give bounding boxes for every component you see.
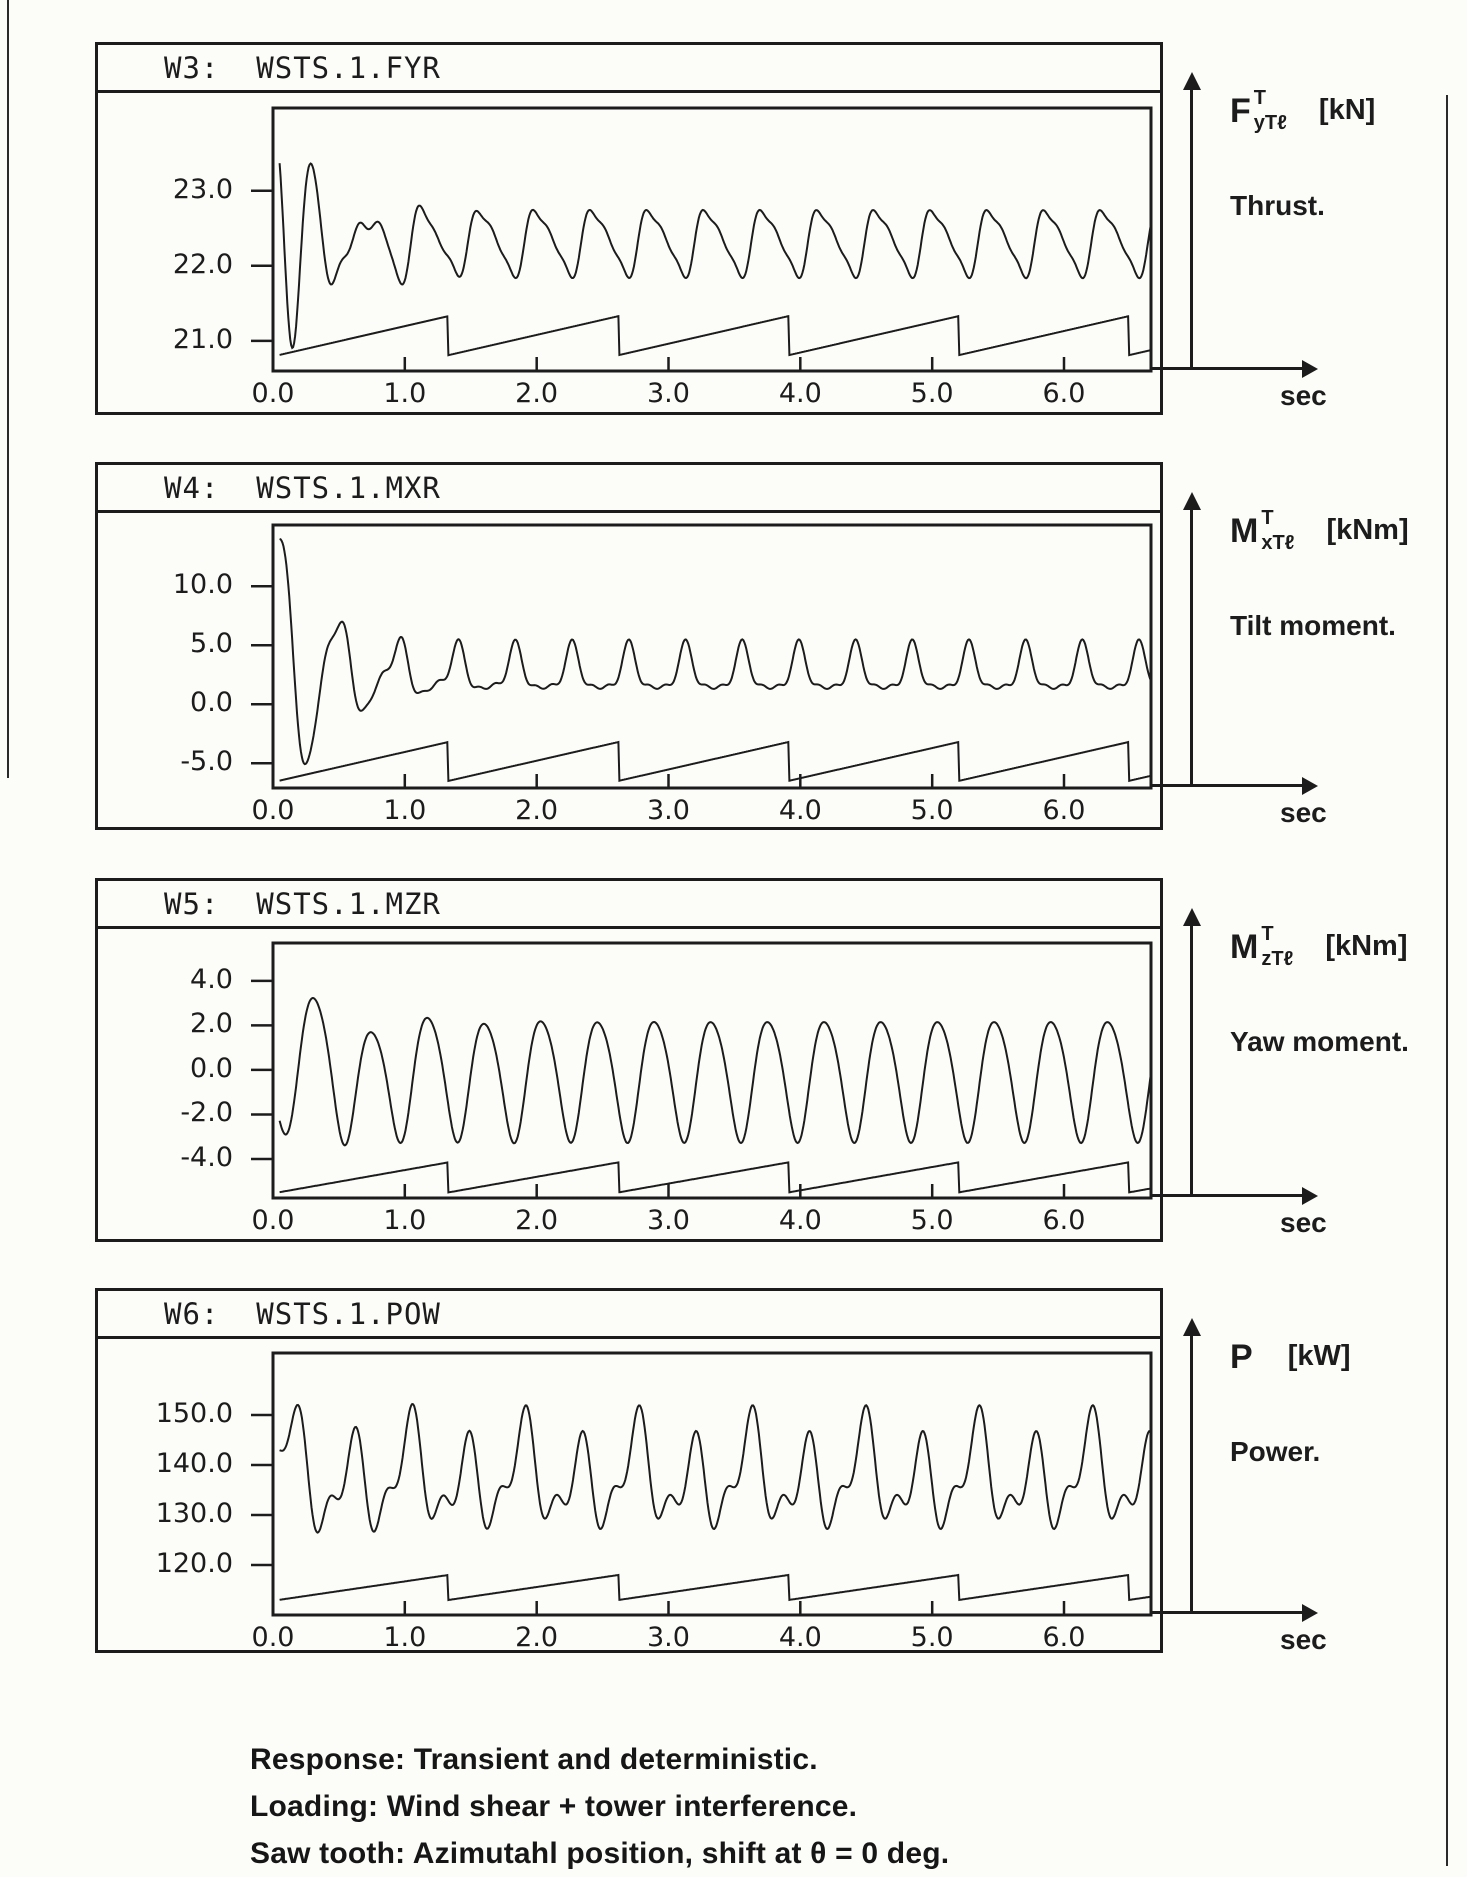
axis-symbol <box>1230 923 1408 970</box>
axis-description: Tilt moment. <box>1230 610 1396 641</box>
signal-trace <box>280 998 1151 1145</box>
axis-description: Thrust. <box>1230 190 1325 221</box>
x-tick-label: 0.0 <box>251 795 295 826</box>
symbol-subscript: zTℓ <box>1261 948 1294 970</box>
y-tick-label: -5.0 <box>180 746 233 778</box>
plot-panel-w5 <box>95 878 1163 1242</box>
plot-panel-w4 <box>95 462 1163 830</box>
arrow-right-icon <box>1302 1187 1318 1205</box>
x-tick-label: 6.0 <box>1042 1205 1086 1236</box>
y-tick-label: 5.0 <box>190 628 233 660</box>
x-tick-label: 3.0 <box>647 795 690 826</box>
x-tick-label: 4.0 <box>778 1205 822 1236</box>
x-tick-label: 0.0 <box>251 1205 295 1236</box>
x-tick-label: 3.0 <box>647 1622 690 1653</box>
axis-annotation-w6 <box>1140 1288 1465 1698</box>
arrow-up-icon <box>1183 908 1201 926</box>
x-tick-label: 5.0 <box>910 1622 954 1653</box>
azimuth-sawtooth-trace <box>280 742 1151 781</box>
caption-line-loading: Loading: Wind shear + tower interference. <box>250 1790 858 1823</box>
plot-canvas-w6 <box>273 1353 1151 1615</box>
plot-canvas-w4 <box>273 525 1151 788</box>
x-tick-label: 6.0 <box>1042 1622 1086 1653</box>
azimuth-sawtooth-trace <box>280 1575 1151 1600</box>
axis-annotation-w3 <box>1140 42 1465 460</box>
symbol-base: P <box>1230 1338 1253 1376</box>
symbol-scripts <box>1253 87 1287 134</box>
x-tick-label: 3.0 <box>647 378 690 409</box>
plot-frame <box>273 943 1151 1198</box>
x-tick-label: 2.0 <box>515 1205 559 1236</box>
signal-trace <box>280 163 1151 348</box>
axis-description: Power. <box>1230 1436 1321 1467</box>
symbol-base: M <box>1230 512 1259 550</box>
time-axis-unit: sec <box>1280 1624 1327 1655</box>
axis-unit: [kNm] <box>1325 930 1408 962</box>
symbol-base: M <box>1230 928 1259 966</box>
x-tick-label: 5.0 <box>910 378 954 409</box>
y-tick-label: 0.0 <box>190 687 233 719</box>
x-tick-label: 2.0 <box>515 378 559 409</box>
x-tick-label: 2.0 <box>515 795 559 826</box>
plot-title-text: W6: WSTS.1.POW <box>164 1296 441 1331</box>
azimuth-sawtooth-trace <box>280 316 1151 355</box>
plot-area-w5 <box>98 881 1160 1239</box>
y-axis-arrow <box>1190 924 1193 1195</box>
x-tick-label: 4.0 <box>778 795 822 826</box>
x-axis-arrow <box>1150 784 1302 787</box>
caption-line-sawtooth: Saw tooth: Azimutahl position, shift at θ = 0 deg. <box>250 1837 950 1870</box>
x-tick-label: 1.0 <box>383 1622 427 1653</box>
axis-unit: [kN] <box>1318 94 1376 126</box>
y-tick-label: 150.0 <box>155 1398 233 1429</box>
x-tick-label: 0.0 <box>251 1622 295 1653</box>
symbol-superscript: T <box>1253 87 1266 109</box>
y-tick-label: 140.0 <box>155 1448 233 1479</box>
arrow-right-icon <box>1302 777 1318 795</box>
y-tick-label: 2.0 <box>190 1008 233 1040</box>
axis-symbol <box>1230 1340 1351 1374</box>
y-tick-label: 4.0 <box>190 963 233 995</box>
x-tick-label: 6.0 <box>1042 795 1086 826</box>
x-axis-arrow <box>1150 1194 1302 1197</box>
y-tick-label: 10.0 <box>172 569 233 601</box>
y-axis-arrow <box>1190 88 1193 368</box>
axis-symbol <box>1230 507 1409 554</box>
y-tick-label: -2.0 <box>180 1097 233 1129</box>
y-tick-label: 120.0 <box>155 1548 233 1579</box>
plot-title-text: W4: WSTS.1.MXR <box>164 470 441 505</box>
time-axis-unit: sec <box>1280 797 1327 828</box>
x-tick-label: 0.0 <box>251 378 295 409</box>
x-tick-label: 4.0 <box>778 378 822 409</box>
y-tick-label: 130.0 <box>155 1498 233 1529</box>
signal-trace <box>280 1404 1151 1533</box>
symbol-scripts <box>1261 507 1295 554</box>
plot-panel-w6 <box>95 1288 1163 1653</box>
x-tick-label: 3.0 <box>647 1205 690 1236</box>
y-tick-label: 22.0 <box>172 248 233 280</box>
plot-frame <box>273 1353 1151 1615</box>
x-tick-label: 1.0 <box>383 1205 427 1236</box>
plot-canvas-w5 <box>273 943 1151 1198</box>
symbol-scripts <box>1261 923 1294 970</box>
x-tick-label: 2.0 <box>515 1622 559 1653</box>
x-axis-arrow <box>1150 367 1302 370</box>
symbol-subscript: yTℓ <box>1253 112 1287 134</box>
symbol-superscript: T <box>1261 923 1274 945</box>
symbol-superscript: T <box>1261 507 1274 529</box>
symbol-base: F <box>1230 92 1251 130</box>
figure-caption <box>250 1736 949 1877</box>
signal-trace <box>280 539 1151 764</box>
arrow-up-icon <box>1183 1318 1201 1336</box>
plot-area-w6 <box>98 1291 1160 1653</box>
time-axis-unit: sec <box>1280 380 1327 411</box>
plot-canvas-w3 <box>273 108 1151 371</box>
y-tick-label: 21.0 <box>172 323 233 355</box>
plot-area-w3 <box>98 45 1160 412</box>
x-tick-label: 4.0 <box>778 1622 822 1653</box>
symbol-subscript: xTℓ <box>1261 532 1295 554</box>
x-tick-label: 6.0 <box>1042 378 1086 409</box>
plot-panel-w3 <box>95 42 1163 415</box>
plot-title-text: W5: WSTS.1.MZR <box>164 886 441 921</box>
axis-annotation-w4 <box>1140 462 1465 875</box>
arrow-right-icon <box>1302 1604 1318 1622</box>
x-tick-label: 5.0 <box>910 795 954 826</box>
x-tick-label: 1.0 <box>383 378 427 409</box>
caption-line-response: Response: Transient and deterministic. <box>250 1743 818 1776</box>
x-tick-label: 1.0 <box>383 795 427 826</box>
plot-frame <box>273 108 1151 371</box>
arrow-right-icon <box>1302 360 1318 378</box>
axis-unit: [kW] <box>1287 1340 1351 1372</box>
azimuth-sawtooth-trace <box>280 1162 1151 1192</box>
page-border-left <box>7 0 9 778</box>
x-axis-arrow <box>1150 1611 1302 1614</box>
axis-symbol <box>1230 87 1376 134</box>
axis-unit: [kNm] <box>1326 514 1409 546</box>
y-tick-label: -4.0 <box>180 1142 233 1174</box>
arrow-up-icon <box>1183 72 1201 90</box>
axis-annotation-w5 <box>1140 878 1465 1287</box>
axis-description: Yaw moment. <box>1230 1026 1409 1057</box>
y-tick-label: 0.0 <box>190 1052 233 1084</box>
x-tick-label: 5.0 <box>910 1205 954 1236</box>
y-axis-arrow <box>1190 1334 1193 1612</box>
plot-area-w4 <box>98 465 1160 827</box>
y-axis-arrow <box>1190 508 1193 785</box>
arrow-up-icon <box>1183 492 1201 510</box>
y-tick-label: 23.0 <box>172 173 233 205</box>
time-axis-unit: sec <box>1280 1207 1327 1238</box>
plot-title-text: W3: WSTS.1.FYR <box>164 50 441 85</box>
